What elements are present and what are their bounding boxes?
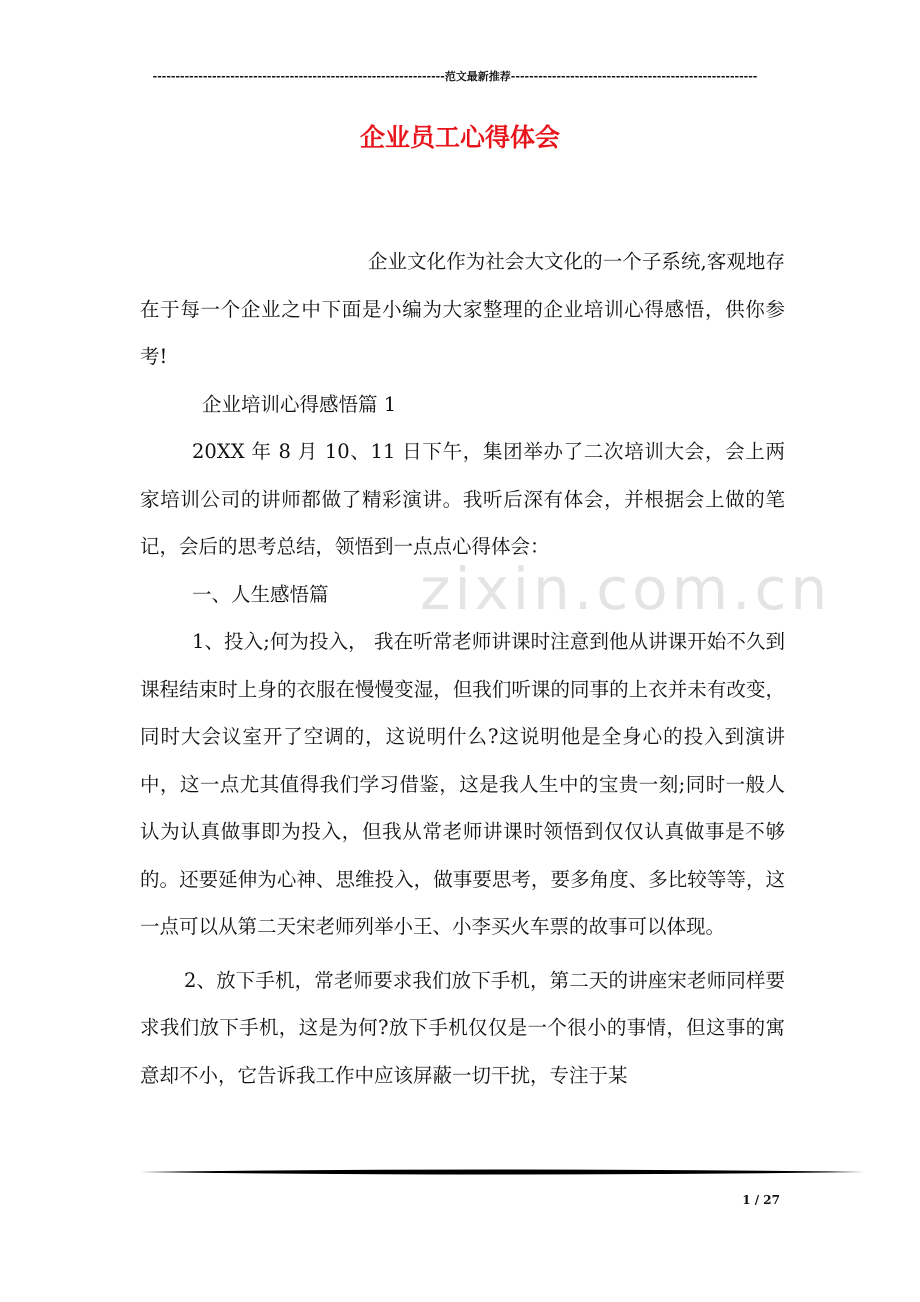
body-paragraph: 20XX 年 8 月 10、11 日下午，集团举办了二次培训大会，会上两家培训公司的讲师都做了精彩演讲。我听后深有体会，并根据会上做的笔记，会后的思考总结，领悟到一点点心得体会：: [140, 440, 785, 558]
body-paragraph: 2、放下手机，常老师要求我们放下手机，第二天的讲座宋老师同样要求我们放下手机，这是为何?放下手机仅仅是一个很小的事情，但这事的寓意却不小，它告诉我工作中应该屏蔽一切干扰，专注于某: [140, 968, 785, 1087]
document-body: [140, 238, 785, 1099]
page-number: 1 / 27: [742, 1193, 780, 1207]
intro-paragraph: 企业文化作为社会大文化的一个子系统,客观地存在于每一个企业之中下面是小编为大家整理的企业培训心得感悟，供你参考!: [140, 250, 785, 368]
document-title: 企业员工心得体会: [359, 123, 560, 152]
body-paragraph: 1、投入;何为投入， 我在听常老师讲课时注意到他从讲课开始不久到课程结束时上身的衣服在慢慢变湿，但我们听课的同事的上衣并未有改变，同时大会议室开了空调的，这说明什么?这说明他是全身心的投入到演讲中，这一点尤其值得我们学习借鉴，这是我人生中的宝贵一刻;同时一般人认为认真做事即为投入，但我从常老师讲课时领悟到仅仅认真做事是不够的。还要延伸为心神、思维投入，做事要思考，要多角度、多比较等等，这一点可以从第二天宋老师列举小王、小李买火车票的故事可以体现。: [140, 630, 785, 938]
section-heading: 企业培训心得感悟篇 1: [202, 392, 397, 416]
subsection-heading: 一、人生感悟篇: [192, 582, 329, 606]
watermark: zixin.com.cn: [420, 555, 832, 623]
header-banner: ----------------------------------------------------------------范文最新推荐------------------------------------------------------: [152, 70, 758, 83]
footer-rule: [140, 1168, 864, 1176]
